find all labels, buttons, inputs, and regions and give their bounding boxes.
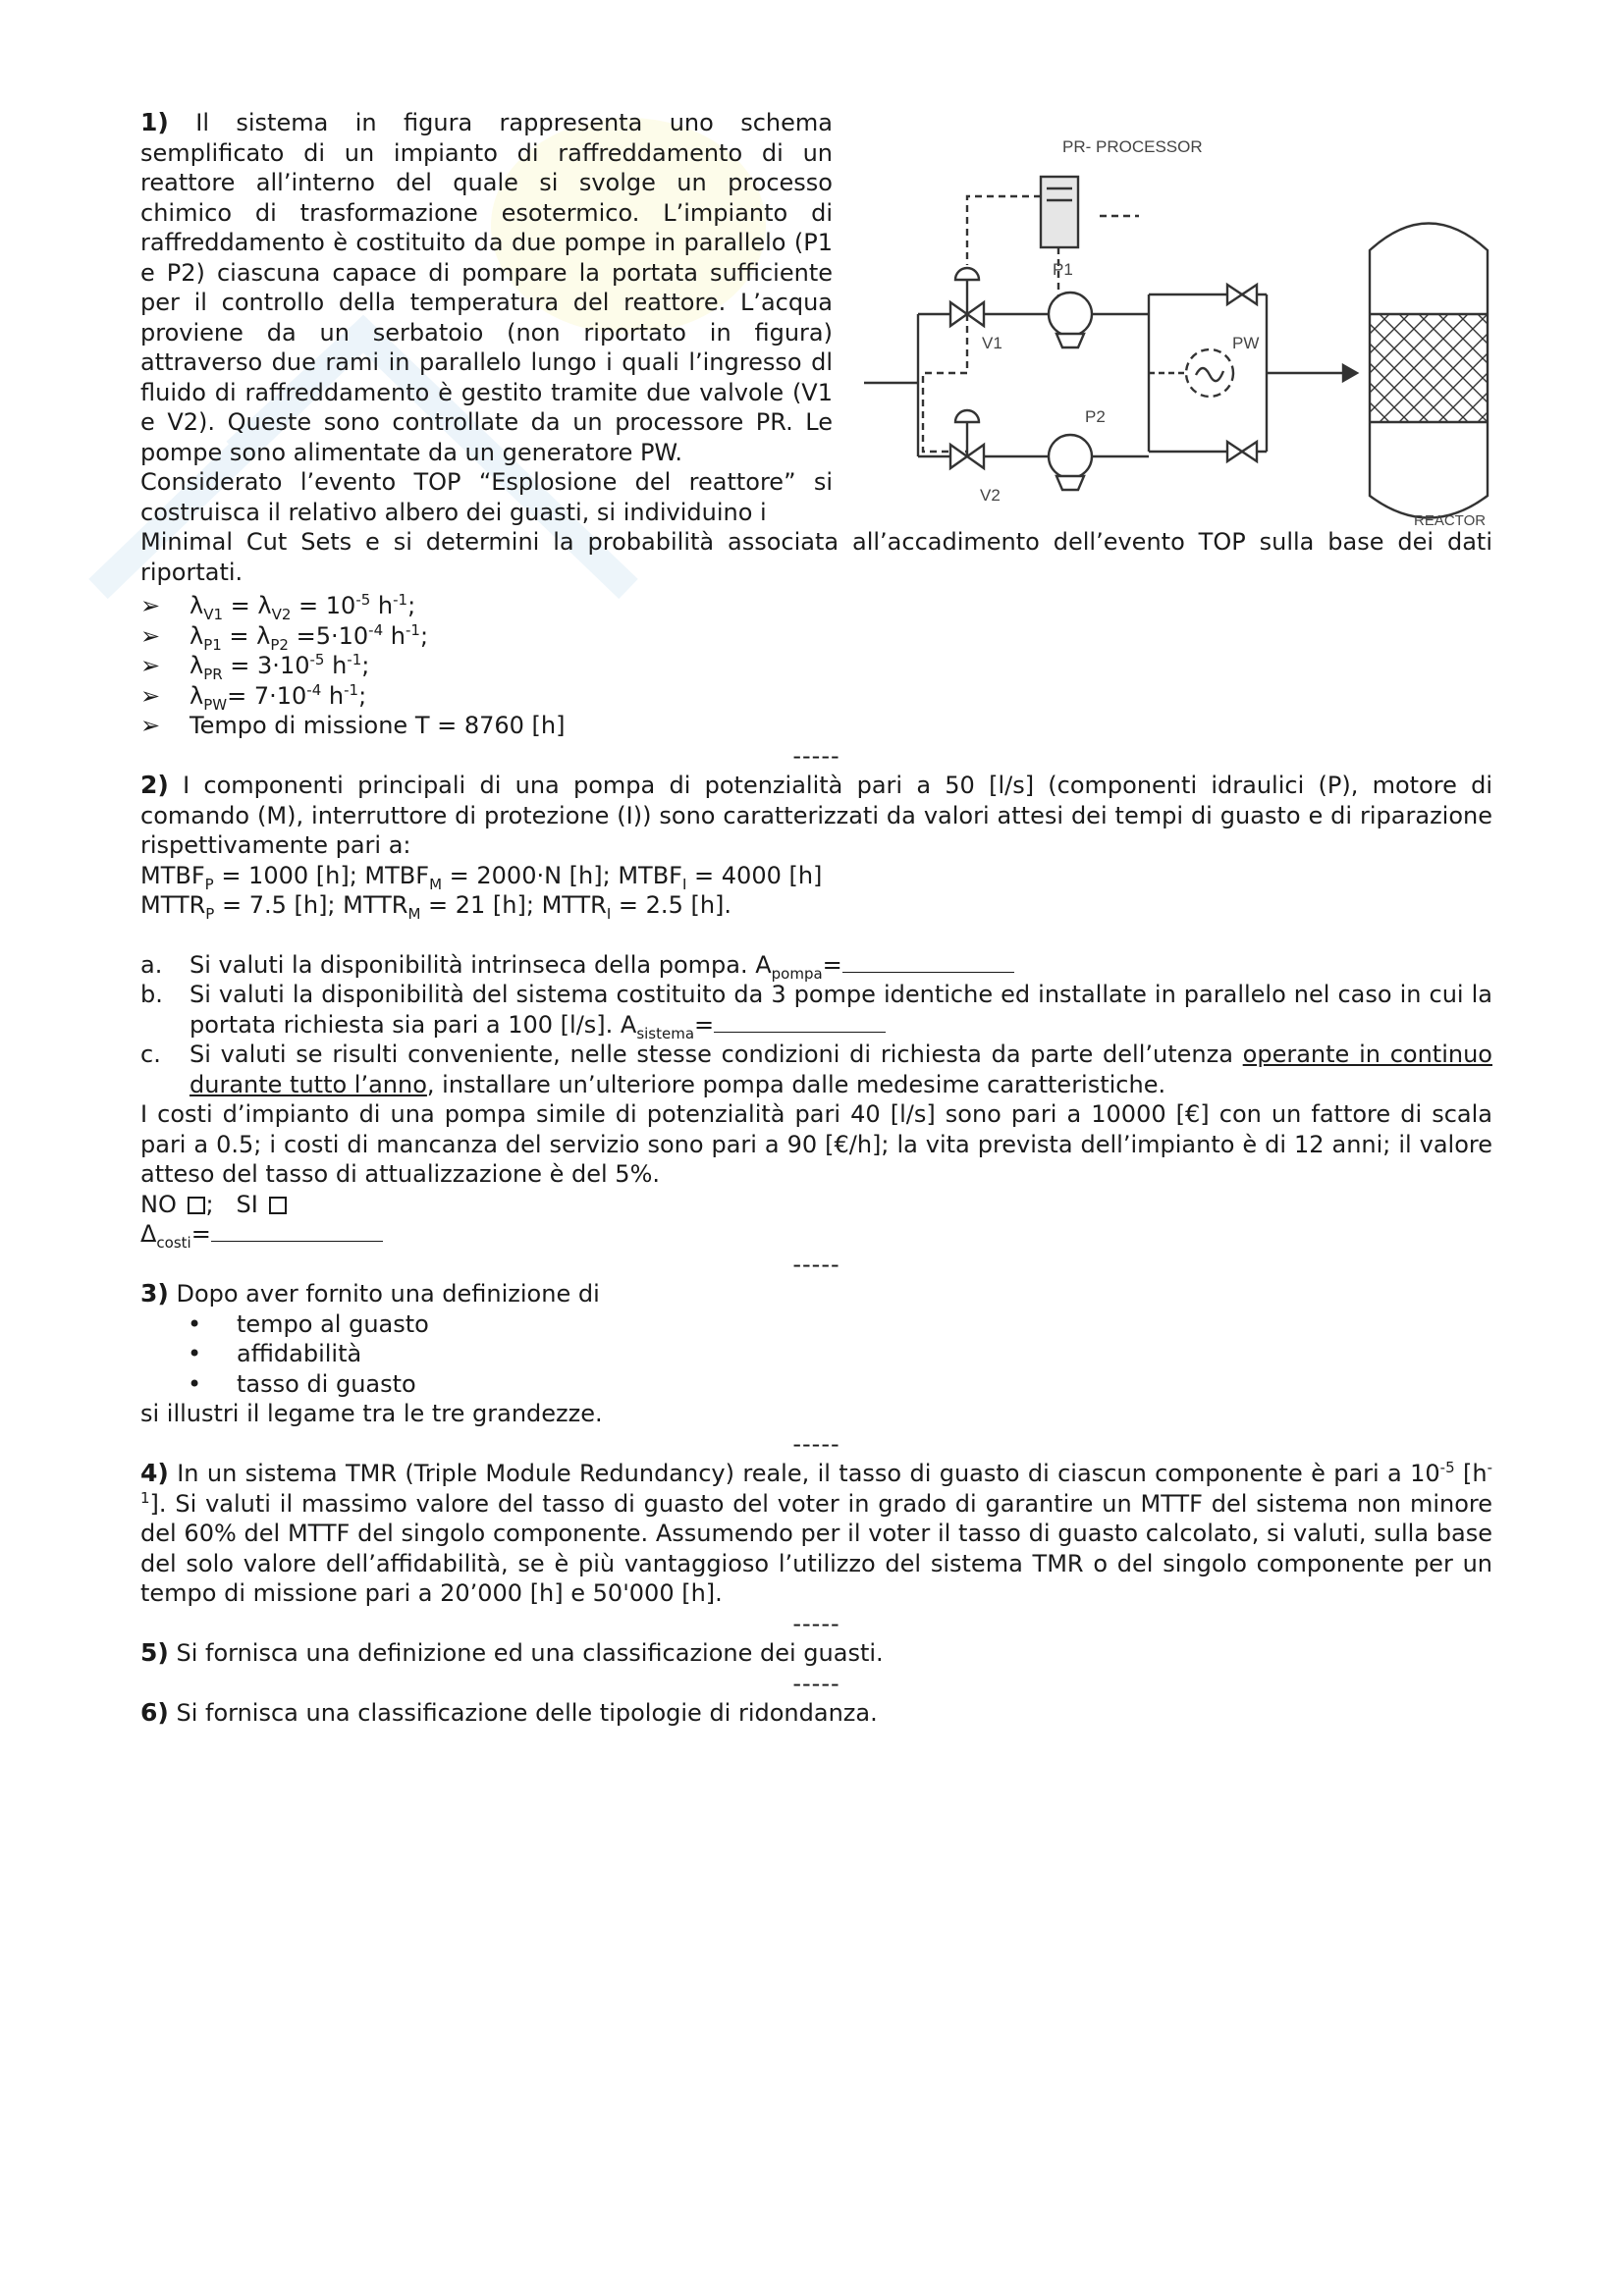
q6-paragraph: 6) Si fornisca una classificazione delle tipologie di ridondanza.: [140, 1698, 878, 1727]
param-lambda-pr: ➢ $\lambda_{PR} = 3\cdot 10^{-5}$ $h^{-1}$;: [140, 651, 370, 683]
q2-mtbf: $MTBF_P = 1000$ [h]; $MTBF_M = 2000\cdot N$ [h]; $MTBF_I = 4000$ [h]: [140, 861, 823, 893]
reactor-label: REACTOR: [1414, 512, 1487, 529]
q2-item-c: c. Si valuti se risulti conveniente, nelle stesse condizioni di richiesta da parte dell’utenza operante in continuo durante tutto l’anno, installare un’ulteriore pompa dalle medesime caratteristiche.: [140, 1041, 1492, 1098]
q1-paragraph: 1) Il sistema in figura rappresenta uno schema semplificato di un impianto di raffreddamento di un reattore all’interno del quale si svolge un processo chimico di trasformazione esotermico. L’impianto di raffreddamento è costituito da due pompe in parallelo (P1 e P2) ciascuna capace di pompare la portata sufficiente per il controllo della temperatura del reattore. L’acqua proviene da un serbatoio (non riportato in figura) attraverso due rami in parallelo lungo i quali l’ingresso dl fluido di raffreddamento è gestito tramite due valvole (V1 e V2). Queste sono controllate da un processore PR. Le pompe sono alimentate da un generatore PW.: [140, 108, 833, 466]
param-lambda-v: ➢ $\lambda_{V1} = \lambda_{V2} = 10^{-5}$ $h^{-1}$;: [140, 591, 416, 623]
separator: -----: [792, 1250, 840, 1278]
q5-paragraph: 5) Si fornisca una definizione ed una classificazione dei guasti.: [140, 1638, 884, 1667]
param-lambda-p: ➢ $\lambda_{P1} = \lambda_{P2} =5\cdot 10^{-4}$ $h^{-1}$;: [140, 620, 429, 654]
separator: -----: [792, 1669, 840, 1697]
q2-item-a: a. Si valuti la disponibilità intrinseca della pompa. $A_{pompa}=$: [140, 950, 1492, 981]
separator: -----: [792, 1429, 840, 1458]
q3-outro: si illustri il legame tra le tre grandezze.: [140, 1400, 603, 1427]
separator: -----: [792, 1609, 840, 1637]
p1-label: P1: [1053, 260, 1073, 279]
q2-choice: NO ; SI: [140, 1190, 1492, 1220]
answer-blank-b[interactable]: [714, 1014, 886, 1033]
q2-mttr: $MTTR_P = 7.5$ [h]; $MTTR_M = 21$ [h]; $MTTR_I = 2.5$ [h].: [140, 891, 732, 923]
processor-label: PR- PROCESSOR: [1062, 137, 1203, 156]
answer-blank-delta[interactable]: [211, 1223, 383, 1242]
p2-label: P2: [1085, 407, 1106, 426]
answer-blank-a[interactable]: [842, 954, 1014, 973]
list-item: • affidabilità: [188, 1340, 362, 1367]
q4-paragraph: 4) In un sistema TMR (Triple Module Redundancy) reale, il tasso di guasto di ciascun componente è pari a $10^{-5}$ $[h^{-1}]$. Si valuti il massimo valore del tasso di guasto del voter in grado di garantire un MTTF del sistema non minore del 60% del MTTF del singolo componente. Assumendo per il voter il tasso di guasto calcolato, si valuti, sulla base del solo valore dell’affidabilità, se è più vantaggioso l’utilizzo del sistema TMR o del singolo componente per un tempo di missione pari a 20’000 [h] e 50'000 [h].: [140, 1459, 1493, 1607]
q1-top-event: Considerato l’evento TOP “Esplosione del reattore” si costruisca il relativo albero dei guasti, si individuino i: [140, 468, 833, 526]
q3-intro: 3) Dopo aver fornito una definizione di: [140, 1279, 600, 1308]
q1-parameters: [140, 591, 1492, 741]
exam-text: [140, 108, 1492, 1729]
v2-label: V2: [980, 486, 1001, 505]
pw-label: PW: [1232, 334, 1260, 352]
list-item: • tempo al guasto: [188, 1309, 429, 1338]
q2-costs: I costi d’impianto di una pompa simile di potenzialità pari 40 [l/s] sono pari a 10000 [€] con un fattore di scala pari a 0.5; i costi di mancanza del servizio sono pari a 90 [€/h]; la vita prevista dell’impianto è di 12 anni; il valore atteso del tasso di attualizzazione è del 5%.: [140, 1100, 1492, 1188]
checkbox-no[interactable]: [188, 1197, 205, 1214]
q2-item-b: b. Si valuti la disponibilità del sistema costituito da 3 pompe identiche ed installate in parallelo nel caso in cui la portata richiesta sia pari a 100 [l/s]. $A_{sistema}=$: [140, 981, 1492, 1042]
separator: -----: [792, 741, 840, 770]
q3-items: [140, 1309, 1492, 1400]
checkbox-si[interactable]: [269, 1197, 287, 1214]
param-mission-time: ➢ Tempo di missione T = 8760 [h]: [140, 712, 566, 739]
v1-label: V1: [982, 334, 1002, 352]
list-item: • tasso di guasto: [188, 1369, 416, 1398]
q2-intro: 2) I componenti principali di una pompa di potenzialità pari a 50 [l/s] (componenti idraulici (P), motore di comando (M), interruttore di protezione (I)) sono caratterizzati da valori attesi dei tempi di guasto e di riparazione rispettivamente pari a:: [140, 771, 1492, 859]
q2-delta: $\Delta_{costi}=$: [140, 1219, 1492, 1250]
q1-mcs: Minimal Cut Sets e si determini la probabilità associata all’accadimento dell’evento TOP sulla base dei dati riportati.: [140, 528, 1492, 586]
param-lambda-pw: ➢ $\lambda_{PW}= 7\cdot 10^{-4}$ $h^{-1}$;: [140, 680, 367, 714]
q2-subquestions: [140, 950, 1492, 1100]
